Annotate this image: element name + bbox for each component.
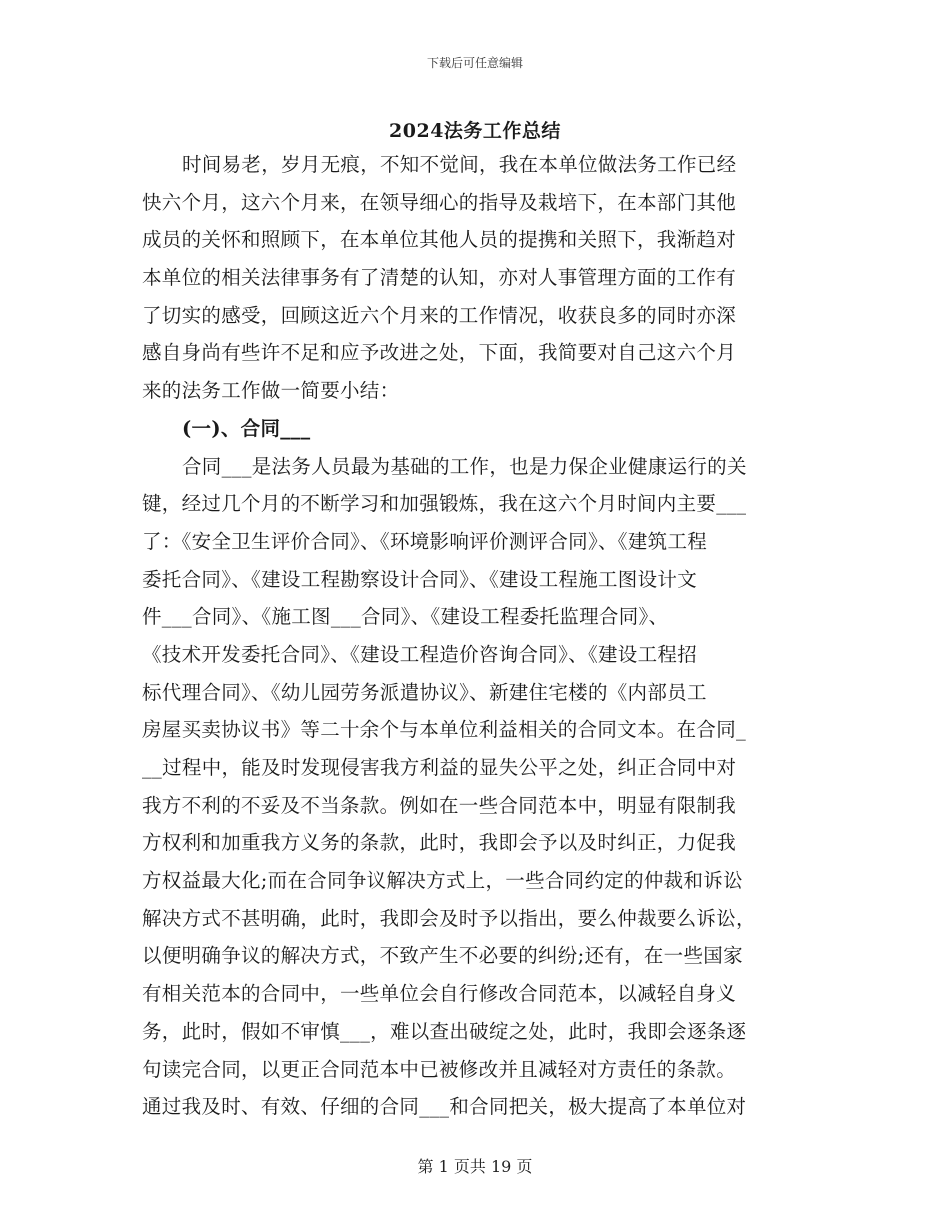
body-line: 务，此时，假如不审慎___，难以查出破绽之处，此时，我即会逐条逐 <box>142 1019 747 1043</box>
body-line: 时间易老，岁月无痕，不知不觉间，我在本单位做法务工作已经 <box>182 153 737 176</box>
body-line: 件___合同》、《施工图___合同》、《建设工程委托监理合同》、 <box>142 605 669 629</box>
body-line: 以便明确争议的解决方式，不致产生不必要的纠纷;还有，在一些国家 <box>142 944 743 968</box>
body-line: 合同___是法务人员最为基础的工作，也是力保企业健康运行的关 <box>182 454 747 478</box>
body-line: 我方不利的不妥及不当条款。例如在一些合同范本中，明显有限制我 <box>142 793 737 817</box>
body-line: 有相关范本的合同中，一些单位会自行修改合同范本，以减轻自身义 <box>142 982 737 1006</box>
body-line: 了：《安全卫生评价合同》、《环境影响评价测评合同》、《建筑工程 <box>142 529 708 553</box>
page-number: 第 1 页共 19 页 <box>417 1157 533 1176</box>
body-line: 成员的关怀和照顾下，在本单位其他人员的提携和关照下，我渐趋对 <box>142 228 737 252</box>
section-heading: (一)、合同___ <box>182 416 311 440</box>
page-header: 下载后可任意编辑 <box>426 56 523 70</box>
body-line: 《技术开发委托合同》、《建设工程造价咨询合同》、《建设工程招 <box>142 642 698 666</box>
body-line: 快六个月，这六个月来，在领导细心的指导及栽培下，在本部门其他 <box>142 190 737 214</box>
body-line: __过程中，能及时发现侵害我方利益的显失公平之处，纠正合同中对 <box>142 756 737 779</box>
document-title: 2024法务工作总结 <box>389 120 561 142</box>
body-line: 通过我及时、有效、仔细的合同___和合同把关，极大提高了本单位对 <box>142 1095 747 1119</box>
body-line: 房屋买卖协议书》等二十余个与本单位利益相关的合同文本。在合同_ <box>142 718 747 742</box>
body-line: 本单位的相关法律事务有了清楚的认知，亦对人事管理方面的工作有 <box>142 266 737 290</box>
body-line: 标代理合同》、《幼儿园劳务派遣协议》、新建住宅楼的《内部员工 <box>142 680 707 704</box>
body-line: 键，经过几个月的不断学习和加强锻炼，我在这六个月时间内主要___ <box>142 492 747 516</box>
body-line: 解决方式不甚明确，此时，我即会及时予以指出，要么仲裁要么诉讼， <box>142 906 756 930</box>
body-line: 句读完合同，以更正合同范本中已被修改并且减轻对方责任的条款。 <box>142 1057 737 1081</box>
body-line: 方权益最大化;而在合同争议解决方式上，一些合同约定的仲裁和诉讼 <box>142 869 743 893</box>
body-line: 委托合同》、《建设工程勘察设计合同》、《建设工程施工图设计文 <box>142 567 698 591</box>
document-body <box>142 146 808 1126</box>
body-line: 了切实的感受，回顾这近六个月来的工作情况，收获良多的同时亦深 <box>142 303 737 327</box>
body-line: 方权利和加重我方义务的条款，此时，我即会予以及时纠正，力促我 <box>142 831 737 855</box>
body-line: 感自身尚有些许不足和应予改进之处，下面，我简要对自己这六个月 <box>142 341 737 365</box>
body-line: 来的法务工作做一简要小结： <box>142 379 400 403</box>
